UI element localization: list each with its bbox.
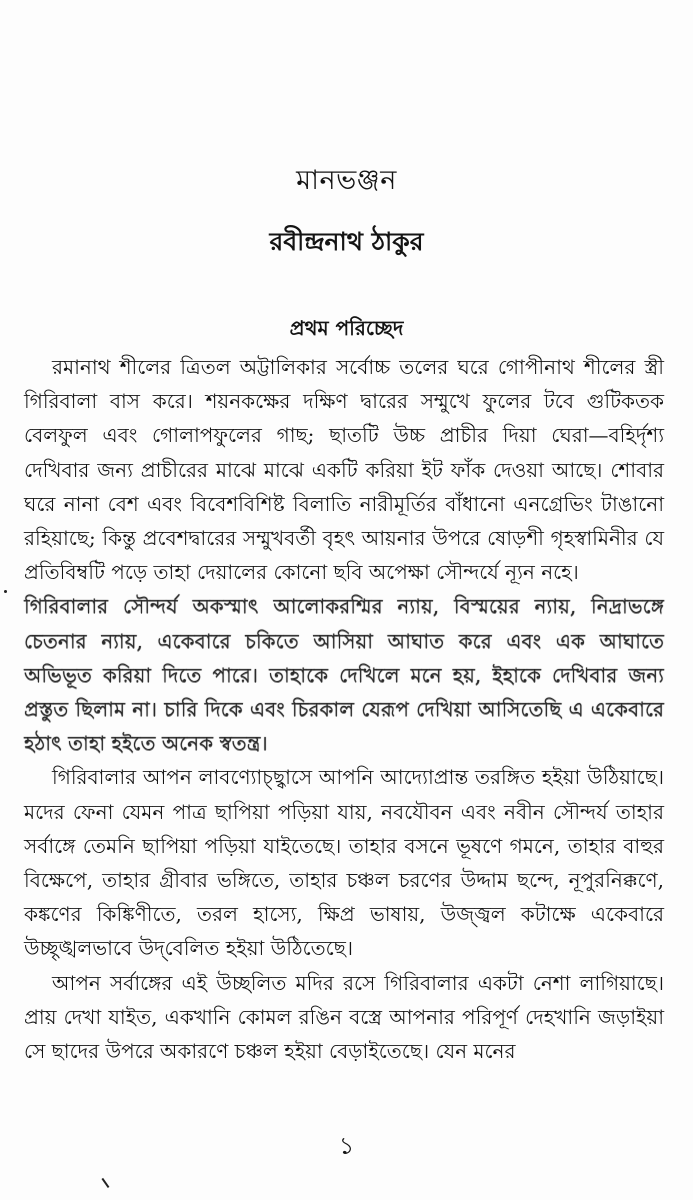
paragraph-1: রমানাথ শীলের ত্রিতল অট্টালিকার সর্বোচ্চ তলের ঘরে গোপীনাথ শীলের স্ত্রী গিরিবালা বাস করে। শয়নকক্ষের দক্ষিণ দ্বারের সম্মুখে ফুলের টবে গুটিকতক বেলফুল এবং গোলাপফুলের গাছ; ছাতটি উচ্চ প্রাচীর দিয়া ঘেরা—বহির্দৃশ্য দেখিবার জন্য প্রাচীরের মাঝে মাঝে একটি করিয়া ইট ফাঁক দেওয়া আছে। শোবার ঘরে নানা বেশ এবং বিবেশবিশিষ্ট বিলাতি নারীমূর্তির বাঁধানো এনগ্রেভিং টাঙানো রহিয়াছে; কিন্তু প্রবেশদ্বারের সম্মুখবর্তী বৃহৎ আয়নার উপরে ষোড়শী গৃহস্বামিনীর যে প্রতিবিম্বটি পড়ে তাহা দেয়ালের কোনো ছবি অপেক্ষা সৌন্দর্যে ন্যূন নহে। [24,355,664,585]
paragraph-4: আপন সর্বাঙ্গের এই উচ্ছলিত মদির রসে গিরিবালার একটা নেশা লাগিয়াছে। প্রায় দেখা যাইত, একখানি কোমল রঙিন বস্ত্রে আপনার পরিপূর্ণ দেহখানি জড়াইয়া সে ছাদের উপরে অকারণে চঞ্চল হইয়া বেড়াইতেছে। যেন মনের [24,970,664,1064]
paragraph-2: গিরিবালার সৌন্দর্য অকস্মাৎ আলোকরশ্মির ন্যায়, বিস্ময়ের ন্যায়, নিদ্রাভঙ্গে চেতনার ন্যায়, একেবারে চকিতে আসিয়া আঘাত করে এবং এক আঘাতে অভিভূত করিয়া দিতে পারে। তাহাকে দেখিলে মনে হয়, ইহাকে দেখিবার জন্য প্রস্তুত ছিলাম না। চারি দিকে এবং চিরকাল যেরূপ দেখিয়া আসিতেছি এ একেবারে হঠাৎ তাহা হইতে অনেক স্বতন্ত্র। [24,594,664,756]
page-number: ১ [338,1132,355,1160]
print-speck [4,590,7,593]
chapter-heading: প্রথম পরিচ্ছেদ [289,316,404,340]
story-title: মানভঞ্জন [296,165,397,196]
author-name: রবীন্দ্রনাথ ঠাকুর [269,227,424,256]
stray-ink-mark [101,1175,113,1188]
paragraph-3: গিরিবালার আপন লাবণ্যোচ্ছ্বাসে আপনি আদ্যোপ্রান্ত তরঙ্গিত হইয়া উঠিয়াছে। মদের ফেনা যেমন পাত্র ছাপিয়া পড়িয়া যায়, নবযৌবন এবং নবীন সৌন্দর্য তাহার সর্বাঙ্গে তেমনি ছাপিয়া পড়িয়া যাইতেছে। তাহার বসনে ভূষণে গমনে, তাহার বাহুর বিক্ষেপে, তাহার গ্রীবার ভঙ্গিতে, তাহার চঞ্চল চরণের উদ্দাম ছন্দে, নূপুরনিক্কণে, কঙ্কণের কিঙ্কিণীতে, তরল হাস্যে, ক্ষিপ্র ভাষায়, উজ্জ্বল কটাক্ষে একেবারে উচ্ছৃঙ্খলভাবে উদ্‌বেলিত হইয়া উঠিতেছে। [24,765,664,961]
story-body [24,350,664,1068]
